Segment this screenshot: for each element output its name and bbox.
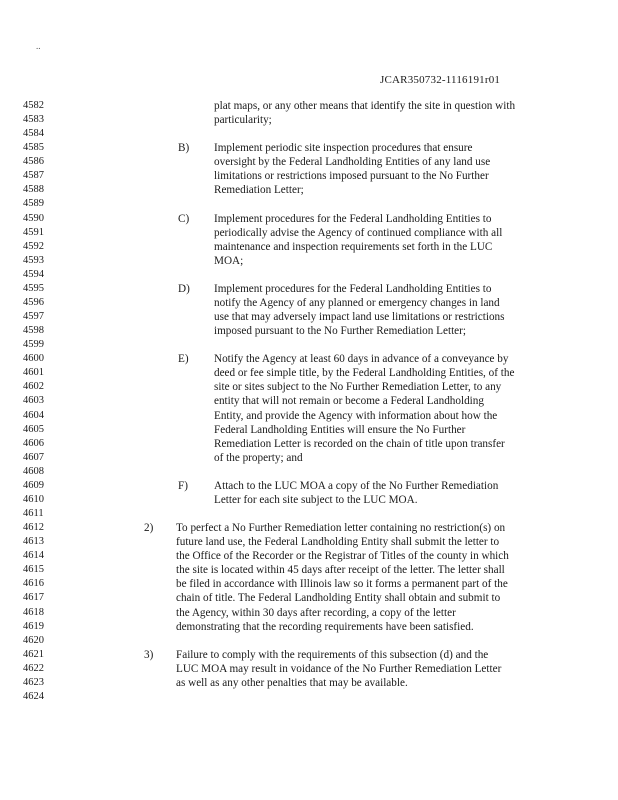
item-label: E) [178,353,189,366]
line-text: Notify the Agency at least 60 days in advance of a conveyance by [214,353,509,366]
line-text: Remediation Letter is recorded on the chain of title upon transfer [214,437,505,450]
line-text: MOA; [214,254,244,267]
line-number: 4604 [23,409,44,421]
line-number: 4597 [23,311,44,323]
item-label: B) [178,142,190,155]
line-number: 4623 [23,676,44,688]
line-number: 4589 [23,198,44,210]
item-label: C) [178,212,190,225]
item-label: D) [178,282,190,295]
scan-mark: .. [36,41,41,51]
line-number: 4583 [23,114,44,126]
item-label: F) [178,479,188,492]
item-label: 3) [144,648,154,661]
line-text: demonstrating that the recording requirements have been satisfied. [176,620,474,633]
line-number: 4621 [23,648,44,660]
line-number: 4615 [23,564,44,576]
line-text: Implement periodic site inspection procedures that ensure [214,142,473,155]
line-text: the Office of the Recorder or the Registrar of Titles of the county in which [176,550,509,563]
line-text: of the property; and [214,451,303,464]
line-text: plat maps, or any other means that identify the site in question with [214,100,516,112]
line-number: 4616 [23,578,44,590]
line-text: oversight by the Federal Landholding Entities of any land use [214,156,491,169]
line-text: To perfect a No Further Remediation letter containing no restriction(s) on [176,522,506,535]
line-text: Implement procedures for the Federal Landholding Entities to [214,282,492,295]
line-number: 4603 [23,395,44,407]
line-number: 4596 [23,296,44,308]
line-text: Implement procedures for the Federal Landholding Entities to [214,212,492,225]
line-number: 4602 [23,381,44,393]
line-number: 4600 [23,353,44,365]
line-text: deed or fee simple title, by the Federal Landholding Entities, of the [214,367,515,380]
line-text: the site is located within 45 days after receipt of the letter. The letter shall [176,564,505,577]
line-number: 4624 [23,690,44,702]
line-number: 4620 [23,634,44,646]
line-text: use that may adversely impact land use limitations or restrictions [214,311,505,324]
line-number: 4588 [23,184,44,196]
line-text: future land use, the Federal Landholding Entity shall submit the letter to [176,536,500,549]
line-number: 4585 [23,142,44,154]
line-number: 4598 [23,325,44,337]
line-text: periodically advise the Agency of continued compliance with all [214,226,503,239]
line-text: site or sites subject to the No Further Remediation Letter, to any [214,381,502,394]
line-text: Letter for each site subject to the LUC MOA. [214,493,418,506]
line-number: 4601 [23,367,44,379]
line-number: 4612 [23,522,44,534]
item-label: 2) [144,522,154,535]
line-number: 4611 [23,508,44,520]
line-number: 4608 [23,465,44,477]
line-text: Entity, and provide the Agency with information about how the [214,409,498,422]
line-number: 4582 [23,100,44,111]
line-text: limitations or restrictions imposed pursuant to the No Further [214,170,489,183]
line-number: 4618 [23,606,44,618]
line-number: 4595 [23,282,44,294]
line-number: 4586 [23,156,44,168]
line-text: be filed in accordance with Illinois law so it forms a permanent part of the [176,578,508,591]
line-number: 4592 [23,240,44,252]
line-number: 4610 [23,493,44,505]
line-number: 4599 [23,339,44,351]
line-number: 4593 [23,254,44,266]
line-text: imposed pursuant to the No Further Remediation Letter; [214,325,466,338]
document-header: JCAR350732-1116191r01 [380,74,501,86]
line-text: as well as any other penalties that may be available. [176,676,408,689]
line-number: 4614 [23,550,44,562]
line-number: 4609 [23,479,44,491]
line-text: LUC MOA may result in voidance of the No Further Remediation Letter [176,662,502,675]
line-text: the Agency, within 30 days after recording, a copy of the letter [176,606,456,619]
line-number: 4619 [23,620,44,632]
line-text: Attach to the LUC MOA a copy of the No Further Remediation [214,479,499,492]
line-text: maintenance and inspection requirements set forth in the LUC [214,240,493,253]
line-number: 4606 [23,437,44,449]
line-text: chain of title. The Federal Landholding Entity shall obtain and submit to [176,592,501,605]
line-text: Federal Landholding Entities will ensure the No Further [214,423,466,436]
line-number: 4622 [23,662,44,674]
line-text: particularity; [214,114,272,127]
line-number: 4587 [23,170,44,182]
line-number: 4613 [23,536,44,548]
line-text: entity that will not remain or become a Federal Landholding [214,395,484,408]
line-number: 4594 [23,268,44,280]
line-text: Failure to comply with the requirements of this subsection (d) and the [176,648,489,661]
line-text: notify the Agency of any planned or emergency changes in land [214,296,500,309]
line-number: 4591 [23,226,44,238]
line-text: Remediation Letter; [214,184,304,197]
line-number: 4617 [23,592,44,604]
line-number: 4590 [23,212,44,224]
line-number: 4584 [23,128,44,140]
line-number: 4607 [23,451,44,463]
line-number: 4605 [23,423,44,435]
